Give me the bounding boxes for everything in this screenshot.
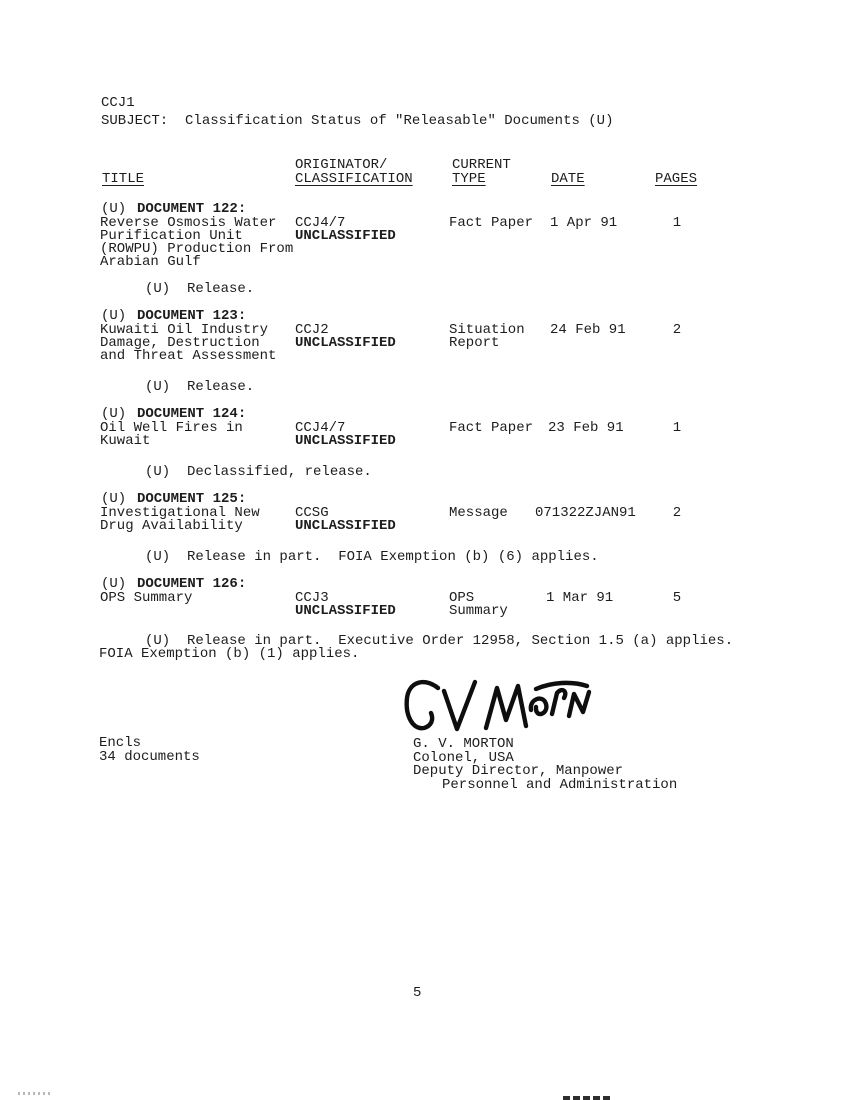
document-pages: 2 — [672, 505, 682, 521]
document-title-line: Kuwait — [100, 433, 151, 449]
document-type-line: Summary — [449, 603, 508, 619]
document-title-line: OPS Summary — [100, 590, 193, 606]
page-number: 5 — [413, 985, 422, 1001]
release-text: Release in part. FOIA Exemption (b) (6) applies. — [187, 549, 599, 565]
document-originator: CCJ4/7 — [295, 215, 346, 231]
document-type-line: Situation — [449, 322, 525, 338]
column-header-pages: PAGES — [655, 171, 698, 187]
document-type-line: OPS — [449, 590, 475, 606]
column-header-type: TYPE — [452, 171, 486, 187]
signer-title-line2: Personnel and Administration — [442, 777, 678, 793]
document-title-line: Drug Availability — [100, 518, 243, 534]
document-number-label: DOCUMENT 122: — [137, 201, 247, 217]
release-continuation: FOIA Exemption (b) (1) applies. — [99, 646, 360, 662]
document-number-label: DOCUMENT 124: — [137, 406, 247, 422]
release-marker: (U) — [145, 379, 171, 395]
office-symbol: CCJ1 — [101, 95, 135, 111]
column-header-originator: ORIGINATOR/ — [295, 157, 388, 173]
document-number-label: DOCUMENT 126: — [137, 576, 247, 592]
document-classification: UNCLASSIFIED — [295, 433, 396, 449]
enclosures-label: Encls — [99, 735, 142, 751]
column-header-title: TITLE — [102, 171, 145, 187]
document-pages: 5 — [672, 590, 682, 606]
document-title-line: Oil Well Fires in — [100, 420, 243, 436]
column-header-classification: CLASSIFICATION — [295, 171, 413, 187]
release-marker: (U) — [145, 633, 171, 649]
document-title-line: Arabian Gulf — [100, 254, 201, 270]
document-originator: CCJ2 — [295, 322, 329, 338]
document-marker: (U) — [101, 406, 127, 422]
document-classification: UNCLASSIFIED — [295, 518, 396, 534]
document-originator: CCJ3 — [295, 590, 329, 606]
document-originator: CCJ4/7 — [295, 420, 346, 436]
document-marker: (U) — [101, 201, 127, 217]
release-text: Release in part. Executive Order 12958, Section 1.5 (a) applies. — [187, 633, 734, 649]
document-date: 24 Feb 91 — [550, 322, 626, 338]
scan-artifact-bottom-center — [563, 1096, 610, 1100]
scan-artifact-bottom-left — [18, 1092, 52, 1095]
release-marker: (U) — [145, 281, 171, 297]
enclosures-detail: 34 documents — [99, 749, 200, 765]
document-title-line: and Threat Assessment — [100, 348, 277, 364]
release-text: Declassified, release. — [187, 464, 372, 480]
document-date: 071322ZJAN91 — [535, 505, 636, 521]
column-header-current: CURRENT — [452, 157, 511, 173]
document-type-line: Fact Paper — [449, 420, 534, 436]
document-classification: UNCLASSIFIED — [295, 335, 396, 351]
release-text: Release. — [187, 281, 255, 297]
document-title-line: Investigational New — [100, 505, 260, 521]
document-marker: (U) — [101, 491, 127, 507]
document-number-label: DOCUMENT 123: — [137, 308, 247, 324]
document-title-line: Damage, Destruction — [100, 335, 260, 351]
document-pages: 1 — [672, 420, 682, 436]
document-title-line: (ROWPU) Production From — [100, 241, 294, 257]
document-marker: (U) — [101, 308, 127, 324]
signature-icon — [400, 676, 592, 742]
document-date: 23 Feb 91 — [548, 420, 624, 436]
signer-title-line1: Deputy Director, Manpower — [413, 763, 624, 779]
document-date: 1 Apr 91 — [550, 215, 618, 231]
document-classification: UNCLASSIFIED — [295, 228, 396, 244]
release-text: Release. — [187, 379, 255, 395]
document-date: 1 Mar 91 — [546, 590, 614, 606]
document-title-line: Reverse Osmosis Water — [100, 215, 277, 231]
release-marker: (U) — [145, 464, 171, 480]
document-marker: (U) — [101, 576, 127, 592]
document-type-line: Message — [449, 505, 508, 521]
signer-rank: Colonel, USA — [413, 750, 514, 766]
document-type-line: Fact Paper — [449, 215, 534, 231]
document-originator: CCSG — [295, 505, 329, 521]
document-title-line: Kuwaiti Oil Industry — [100, 322, 269, 338]
subject-line: SUBJECT: Classification Status of "Releasable" Documents (U) — [101, 113, 614, 129]
signer-name: G. V. MORTON — [413, 736, 514, 752]
document-number-label: DOCUMENT 125: — [137, 491, 247, 507]
column-header-date: DATE — [551, 171, 585, 187]
document-pages: 2 — [672, 322, 682, 338]
document-type-line: Report — [449, 335, 500, 351]
release-marker: (U) — [145, 549, 171, 565]
document-title-line: Purification Unit — [100, 228, 243, 244]
document-pages: 1 — [672, 215, 682, 231]
document-classification: UNCLASSIFIED — [295, 603, 396, 619]
